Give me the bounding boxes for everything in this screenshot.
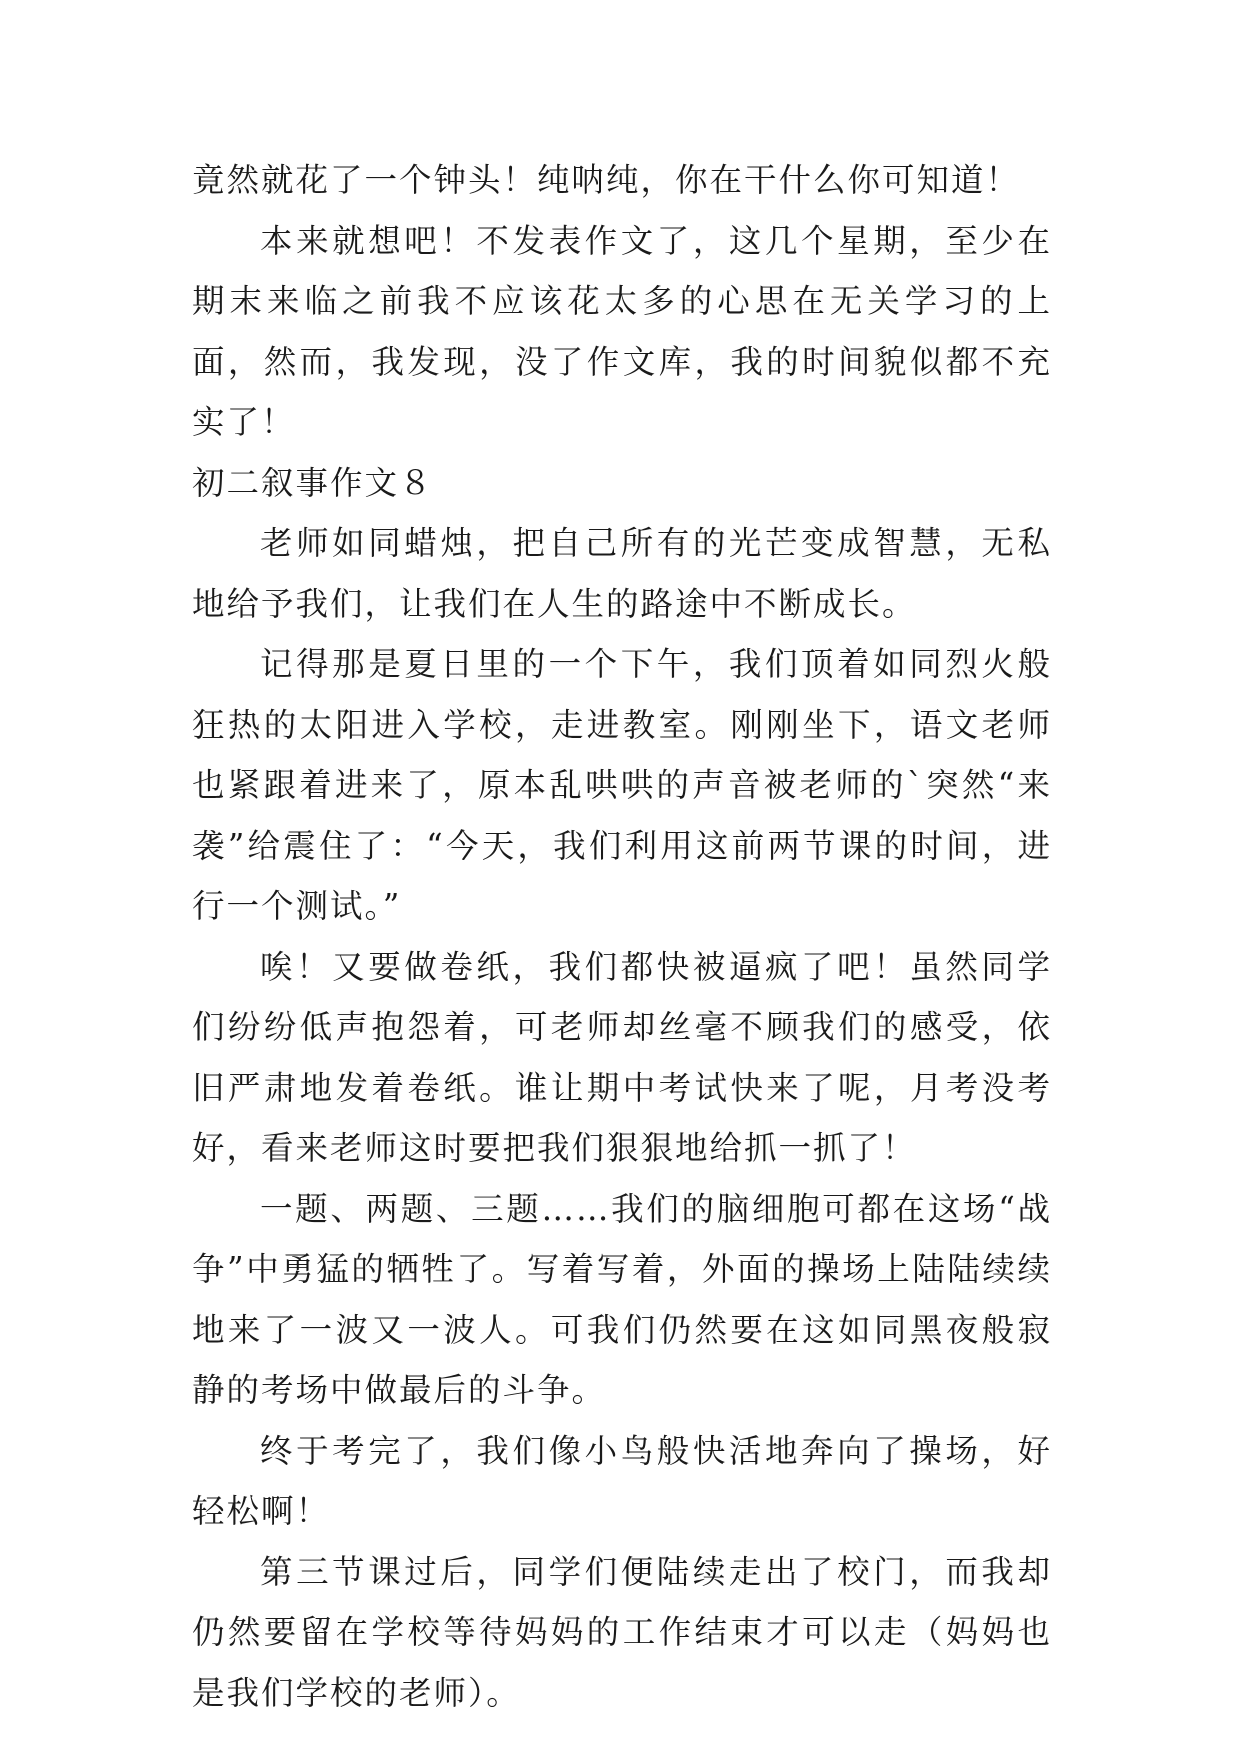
document-body <box>192 150 1052 1723</box>
paragraph-4: 记得那是夏日里的一个下午，我们顶着如同烈火般狂热的太阳进入学校，走进教室。刚刚坐下，语文老师也紧跟着进来了，原本乱哄哄的声音被老师的`突然“来袭”给震住了：“今天，我们利用这前两节课的时间，进行一个测试。” <box>192 645 1052 925</box>
paragraph-1: 竟然就花了一个钟头！纯呐纯，你在干什么你可知道！ <box>192 161 1021 199</box>
paragraph-7: 终于考完了，我们像小鸟般快活地奔向了操场，好轻松啊！ <box>192 1431 1052 1530</box>
section-heading: 初二叙事作文８ <box>192 463 434 502</box>
paragraph-3: 老师如同蜡烛，把自己所有的光芒变成智慧，无私地给予我们，让我们在人生的路途中不断成长。 <box>192 524 1052 623</box>
paragraph-8: 第三节课过后，同学们便陆续走出了校门，而我却仍然要留在学校等待妈妈的工作结束才可以走（妈妈也是我们学校的老师）。 <box>192 1552 1052 1712</box>
paragraph-6: 一题、两题、三题……我们的脑细胞可都在这场“战争”中勇猛的牺牲了。写着写着，外面的操场上陆陆续续地来了一波又一波人。可我们仍然要在这如同黑夜般寂静的考场中做最后的斗争。 <box>192 1189 1052 1409</box>
paragraph-5: 唉！又要做卷纸，我们都快被逼疯了吧！虽然同学们纷纷低声抱怨着，可老师却丝毫不顾我们的感受，依旧严肃地发着卷纸。谁让期中考试快来了呢，月考没考好，看来老师这时要把我们狠狠地给抓一抓了！ <box>192 947 1052 1167</box>
paragraph-2: 本来就想吧！不发表作文了，这几个星期，至少在期末来临之前我不应该花太多的心思在无关学习的上面，然而，我发现，没了作文库，我的时间貌似都不充实了！ <box>192 221 1052 441</box>
